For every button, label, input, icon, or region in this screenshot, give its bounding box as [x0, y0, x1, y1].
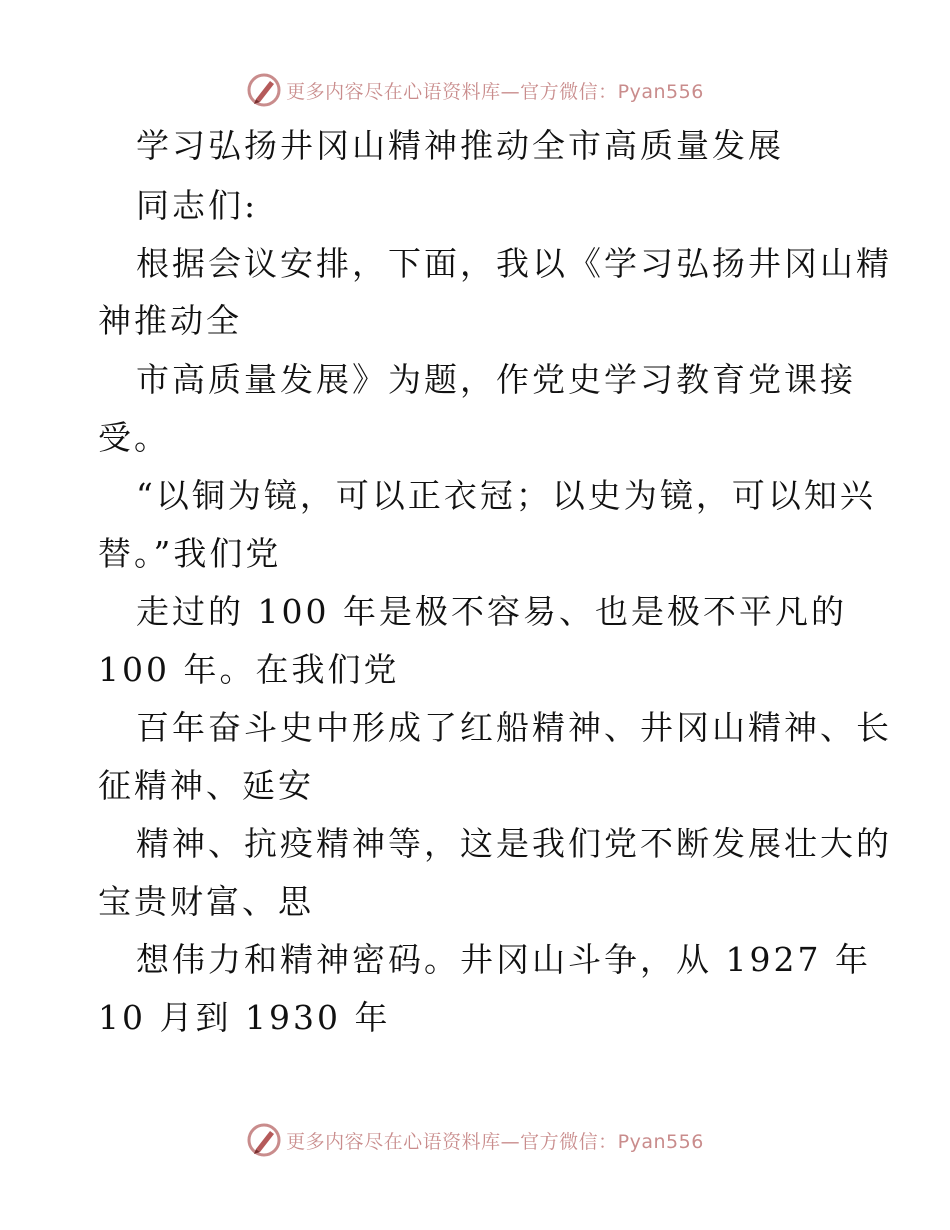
text-line: 宝贵财富、思: [98, 882, 314, 921]
text-line: 100 年。在我们党: [98, 650, 400, 689]
pen-logo-icon: [246, 72, 282, 108]
text-line: 精神、抗疫精神等，这是我们党不断发展壮大的: [136, 824, 892, 863]
document-title: 学习弘扬井冈山精神推动全市高质量发展: [136, 126, 784, 165]
text-line: 神推动全: [98, 301, 242, 340]
text-line: 想伟力和精神密码。井冈山斗争，从 1927 年: [136, 940, 871, 979]
text-line: 根据会议安排，下面，我以《学习弘扬井冈山精: [136, 244, 892, 283]
watermark-text: 更多内容尽在心语资料库—官方微信：Pyan556: [286, 80, 704, 103]
watermark-text: 更多内容尽在心语资料库—官方微信：Pyan556: [286, 1130, 704, 1153]
text-line: 替。”我们党: [98, 534, 282, 573]
text-line: “以铜为镜，可以正衣冠；以史为镜，可以知兴: [136, 476, 876, 515]
text-line: 走过的 100 年是极不容易、也是极不平凡的: [136, 592, 847, 631]
pen-logo-icon: [246, 1122, 282, 1158]
salutation: 同志们:: [136, 186, 259, 225]
text-line: 市高质量发展》为题，作党史学习教育党课接: [136, 360, 856, 399]
watermark-footer: [0, 1120, 950, 1160]
text-line: 受。: [98, 418, 170, 457]
text-line: 征精神、延安: [98, 766, 314, 805]
text-line: 百年奋斗史中形成了红船精神、井冈山精神、长: [136, 708, 892, 747]
watermark-header: [0, 70, 950, 110]
text-line: 10 月到 1930 年: [98, 998, 391, 1037]
